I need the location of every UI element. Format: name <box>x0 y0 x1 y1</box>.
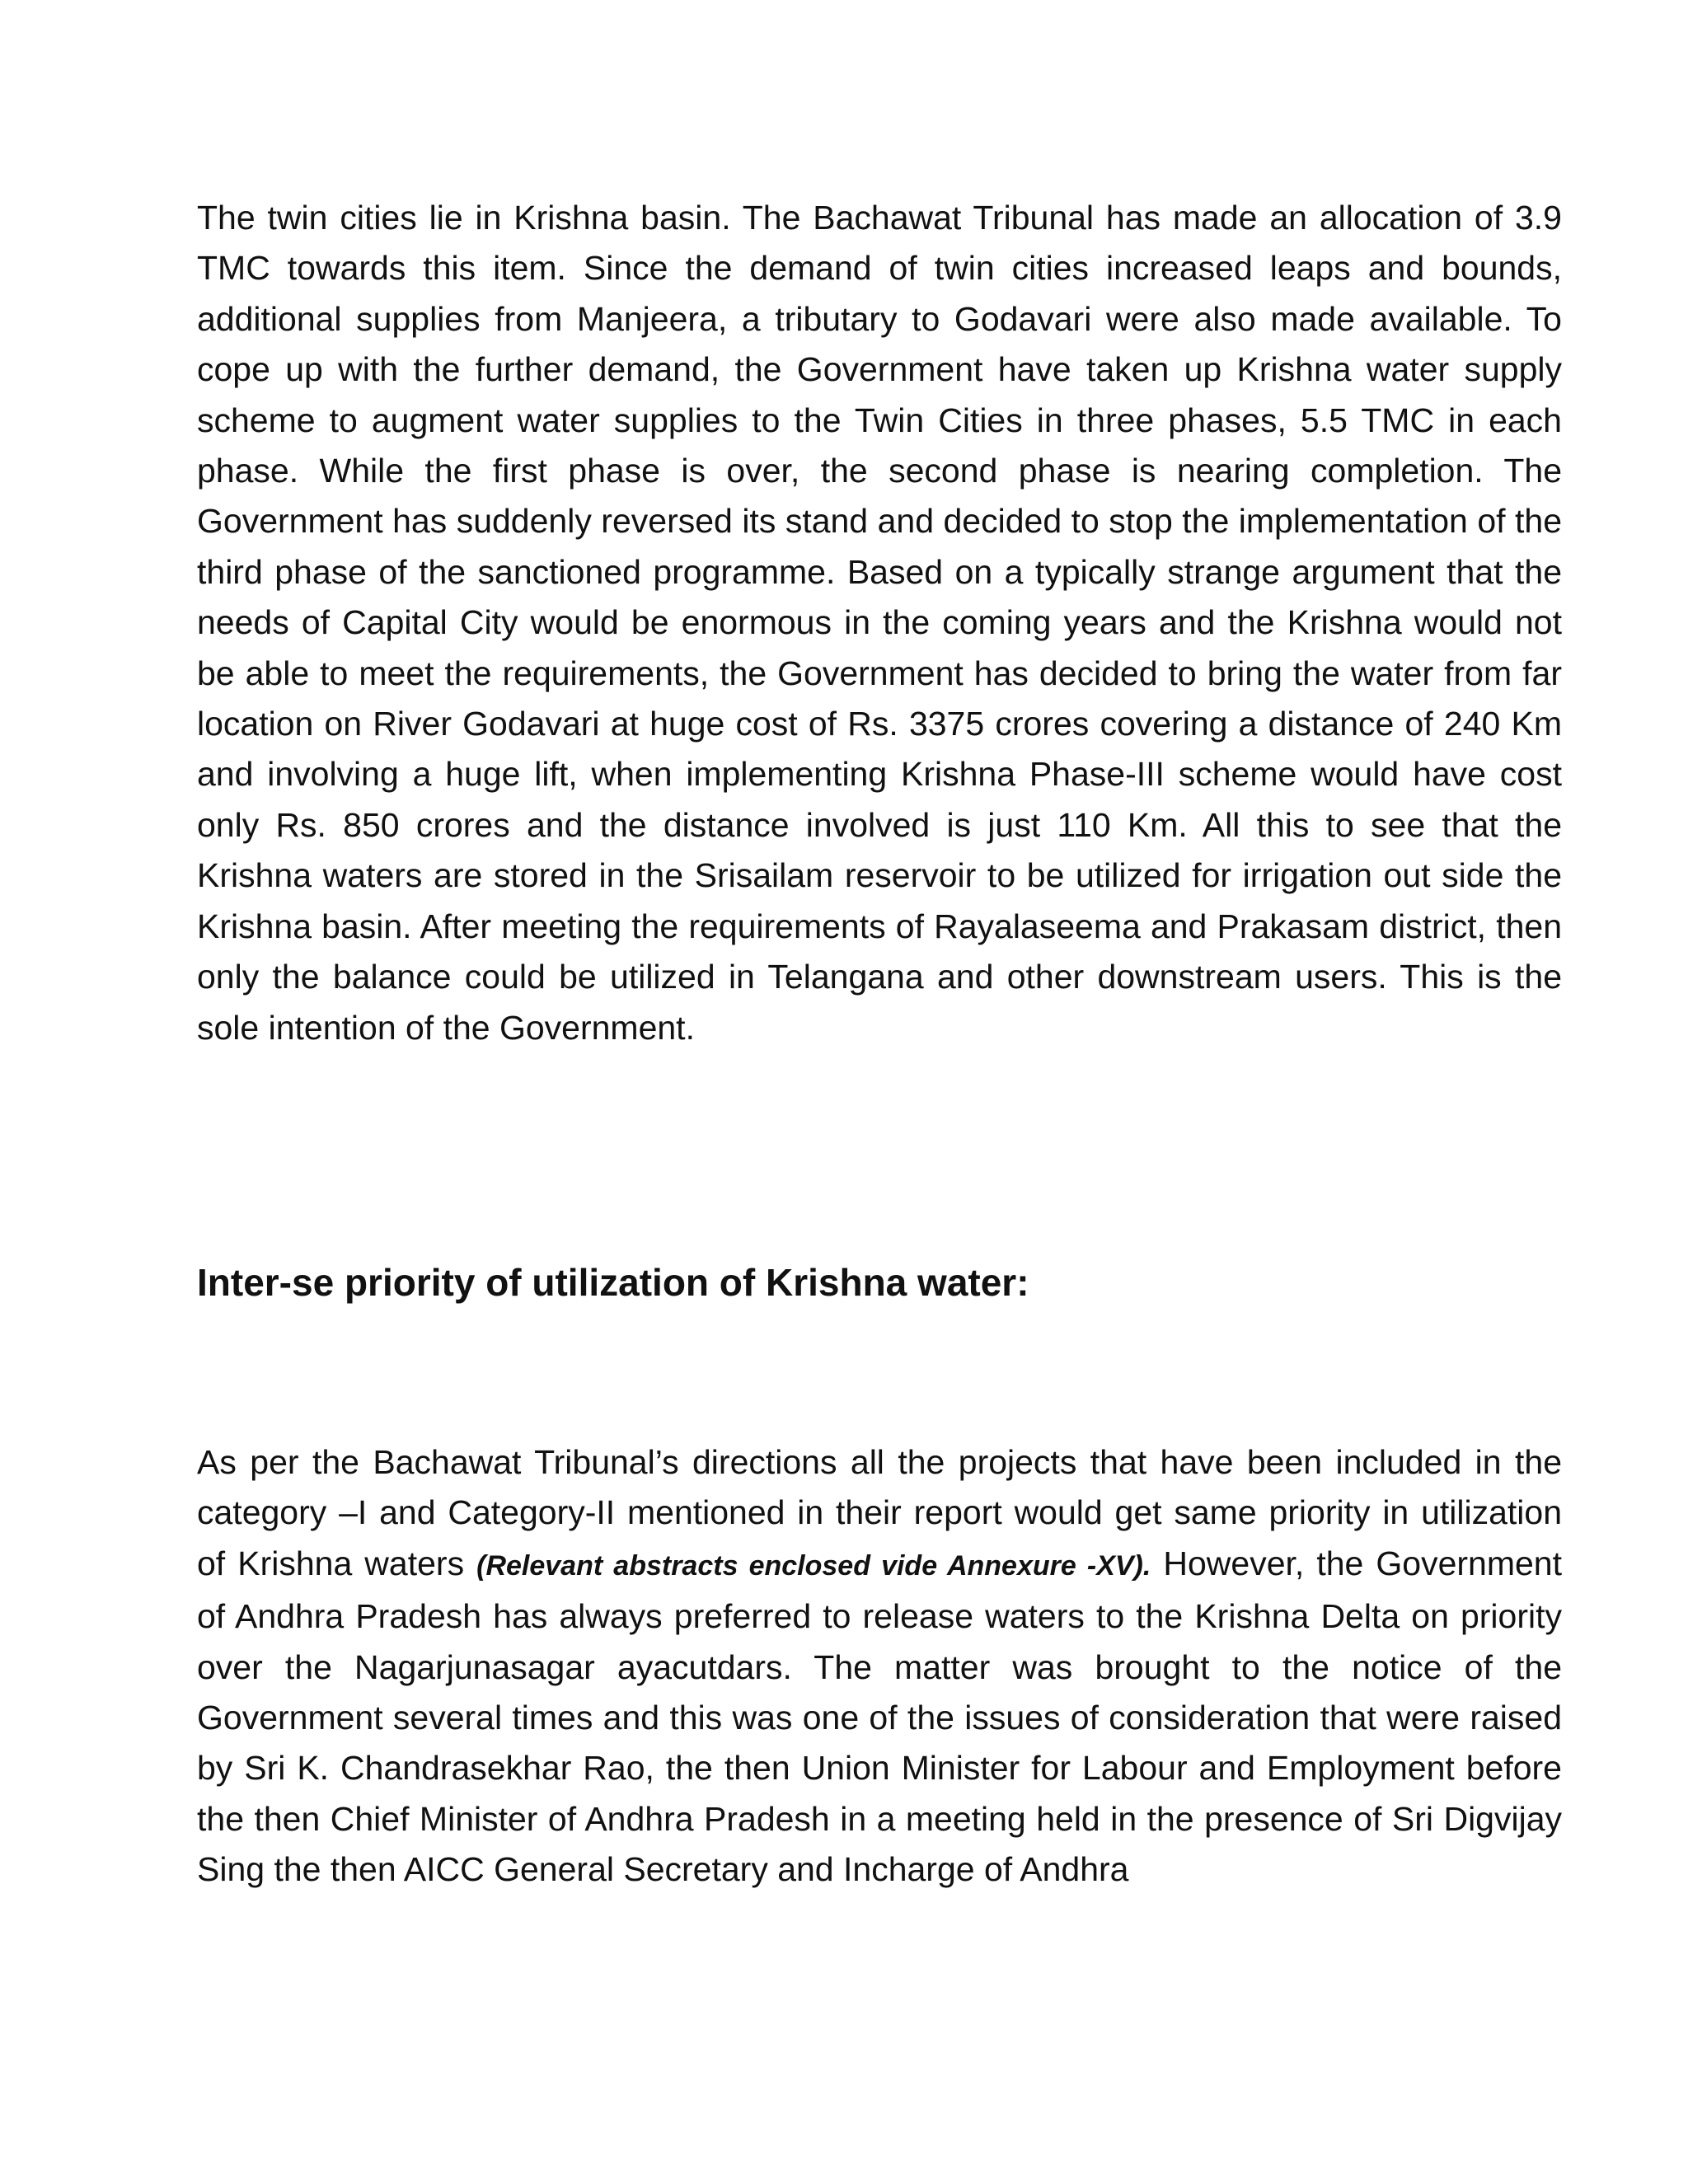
annexure-reference-note: (Relevant abstracts enclosed vide Annexure -XV). <box>476 1549 1151 1582</box>
paragraph-inter-se-priority <box>197 1437 1562 1896</box>
section-heading: Inter-se priority of utilization of Krishna water: <box>197 1261 1029 1304</box>
paragraph-text-start: As per the Bachawat Tribunal’s directions all the projects that have been included in the category –I and Category-II mentioned in their report would get same priority in utilization of Krishna waters <box>197 1443 1562 1582</box>
paragraph-text-continued: However, the Government of Andhra Pradesh has always preferred to release waters to the Krishna Delta on priority over the Nagarjunasagar ayacutdars. The matter was brought to the notice of the Government several times and this was one of the issues of consideration that were raised by Sri K. Chandrasekhar Rao, the then Union Minister for Labour and Employment before the then Chief Minister of Andhra Pradesh in a meeting held in the presence of Sri Digvijay Sing the then AICC General Secretary and Incharge of Andhra <box>197 1544 1562 1889</box>
paragraph-twin-cities-water-supply: The twin cities lie in Krishna basin. The Bachawat Tribunal has made an allocation of 3.9 TMC towards this item. Since the demand of twin cities increased leaps and bounds, additional supplies from Manjeera, a tributary to Godavari were also made available. To cope up with the further demand, the Government have taken up Krishna water supply scheme to augment water supplies to the Twin Cities in three phases, 5.5 TMC in each phase. While the first phase is over, the second phase is nearing completion. The Government has suddenly reversed its stand and decided to stop the implementation of the third phase of the sanctioned programme. Based on a typically strange argument that the needs of Capital City would be enormous in the coming years and the Krishna would not be able to meet the requirements, the Government has decided to bring the water from far location on River Godavari at huge cost of Rs. 3375 crores covering a distance of 240 Km and involving a huge lift, when implementing Krishna Phase-III scheme would have cost only Rs. 850 crores and the distance involved is just 110 Km. All this to see that the Krishna waters are stored in the Srisailam reservoir to be utilized for irrigation out side the Krishna basin. After meeting the requirements of Rayalaseema and Prakasam district, then only the balance could be utilized in Telangana and other downstream users. This is the sole intention of the Government. <box>197 199 1562 1047</box>
